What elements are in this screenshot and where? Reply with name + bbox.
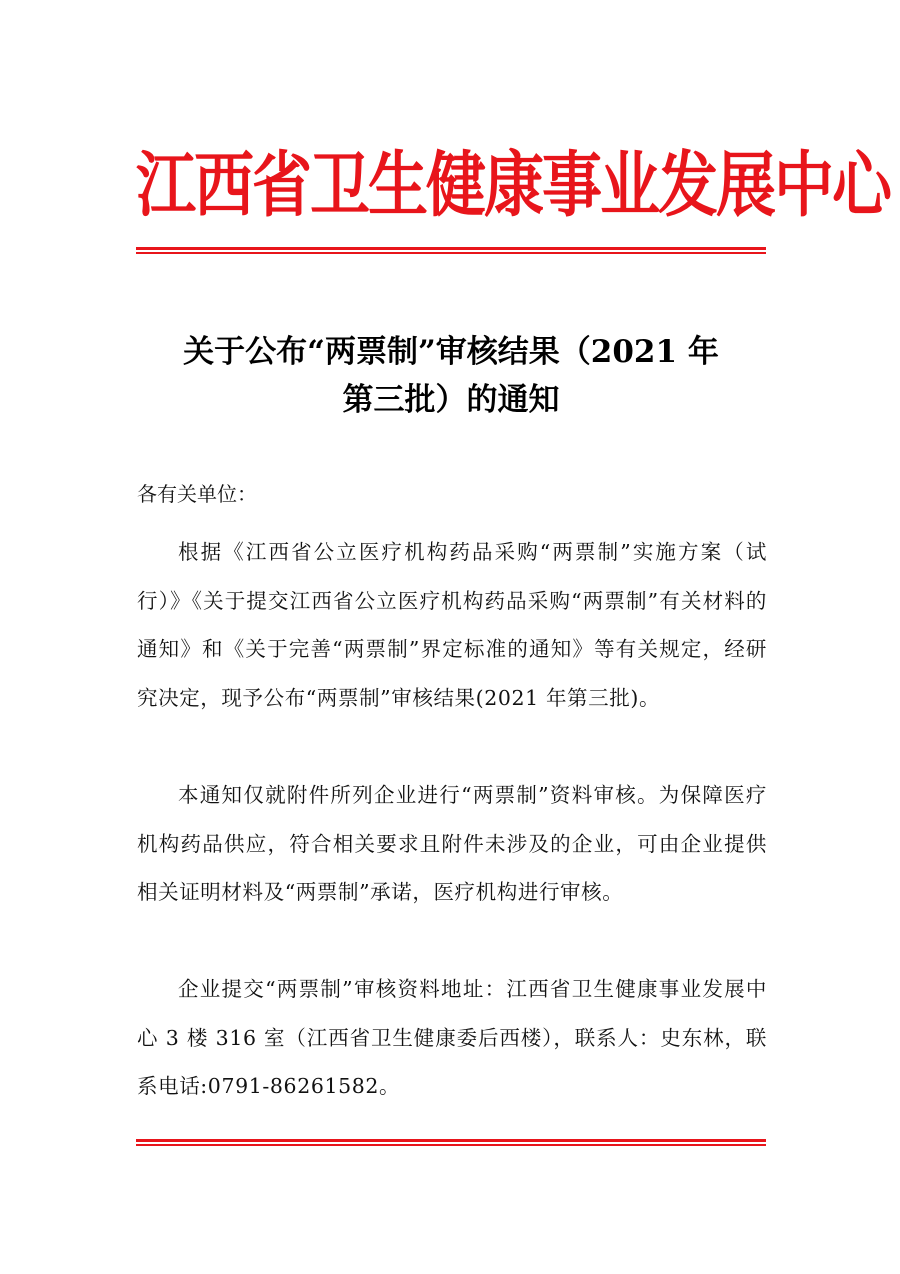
red-rule-thick-line: [136, 1139, 766, 1142]
body-paragraph-1: 根据《江西省公立医疗机构药品采购“两票制”实施方案（试行）》《关于提交江西省公立医疗机构药品采购“两票制”有关材料的通知》和《关于完善“两票制”界定标准的通知》等有关规定，经研究决定，现予公布“两票制”审核结果(2021 年第三批)。: [137, 540, 767, 710]
salutation: 各有关单位：: [137, 482, 257, 506]
red-rule-thick-line: [136, 247, 766, 250]
red-rule-thin-line: [136, 252, 766, 254]
letterhead-organization-name: 江西省卫生健康事业发展中心: [136, 144, 890, 228]
body-paragraph-3: 企业提交“两票制”审核资料地址：江西省卫生健康事业发展中心 3 楼 316 室（江西省卫生健康委后西楼），联系人：史东林，联系电话:0791-86261582。: [137, 977, 767, 1098]
body-paragraph-2: 本通知仅就附件所列企业进行“两票制”资料审核。为保障医疗机构药品供应，符合相关要求且附件未涉及的企业，可由企业提供相关证明材料及“两票制”承诺，医疗机构进行审核。: [137, 783, 767, 904]
document-title-line-1: 关于公布“两票制”审核结果（2021 年: [183, 334, 719, 370]
red-rule-thin-line: [136, 1144, 766, 1146]
footer-red-rule: [136, 1139, 766, 1147]
document-title-line-2: 第三批）的通知: [342, 382, 560, 418]
letterhead-red-rule: [136, 247, 766, 255]
